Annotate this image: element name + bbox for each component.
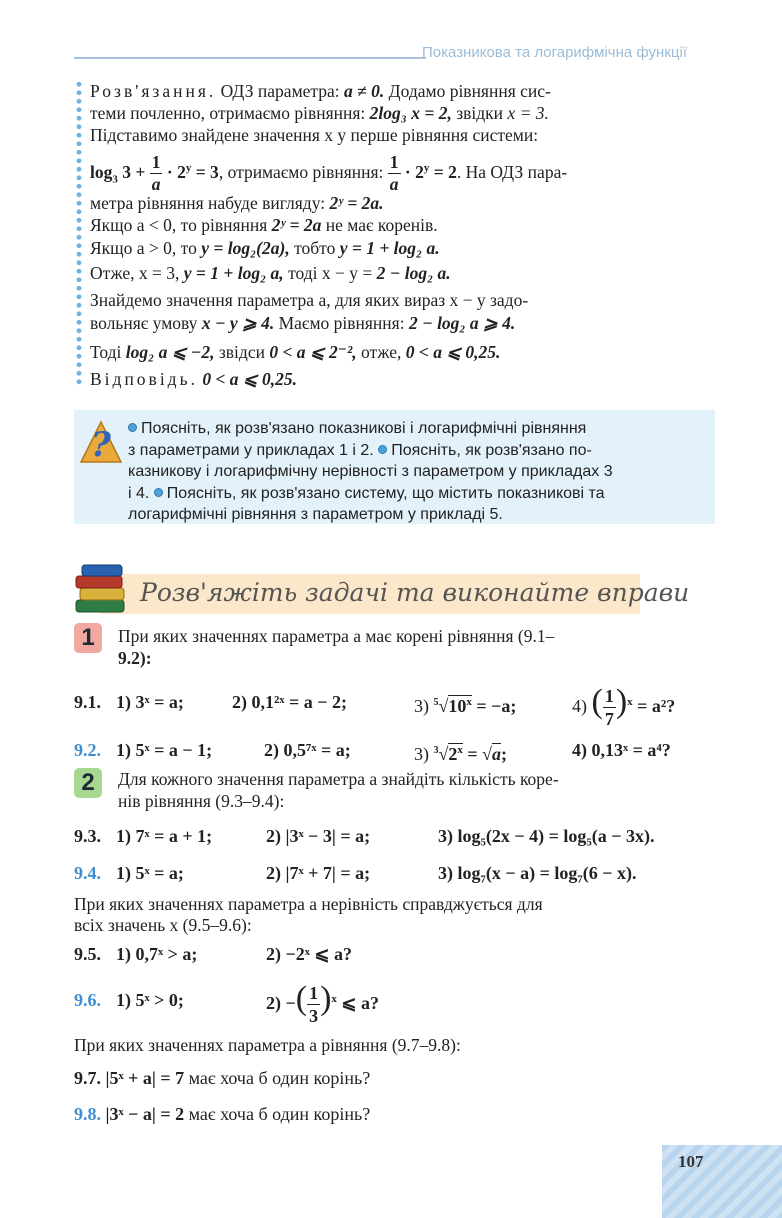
equation-intro: При яких значеннях параметра a рівняння (9.7–9.8): bbox=[74, 1035, 461, 1055]
solution-line-1: Розв'язання. ОДЗ параметра: a ≠ 0. Додамо рівняння сис- bbox=[90, 81, 551, 101]
svg-text:?: ? bbox=[91, 425, 111, 464]
question-text: Поясніть, як розв'язано показникові і логарифмічні рівняння з параметрами у прикладах 1 і 2. Поясніть, як розв'язано по- казникову і логарифмічну нерівності з параметром у прикладах 3 і 4. Поясніть, як розв'язано систему, що містить показникові та логарифмічні рівняння з параметром у прикладі 5. bbox=[128, 420, 613, 523]
solution-line-3: Підставимо знайдене значення x у перше рівняння системи: bbox=[90, 125, 539, 145]
exercise-9-1-part2: 2) 0,1²ˣ = a − 2; bbox=[232, 692, 348, 712]
solution-line-9: Знайдемо значення параметра a, для яких вираз x − y задо- bbox=[90, 290, 529, 310]
exercise-9-3-part2: 2) |3ˣ − 3| = a; bbox=[266, 826, 371, 846]
solution-line-2: теми почленно, отримаємо рівняння: 2log₃ x = 2, звідки x = 3. bbox=[90, 103, 549, 123]
solution-line-12: Відповідь. 0 < a ⩽ 0,25. bbox=[90, 369, 297, 389]
solution-line-4: $\log_3 3$ + $\frac{1}{a}$ · $2^y = 3$, отримаємо рівняння: $\frac{1}{a}$ · $2^y = 2$. На ОДЗ пара- bbox=[90, 151, 568, 195]
books-icon bbox=[72, 560, 130, 616]
solution-line-7: Якщо a > 0, то y = log₂(2a), тобто y = 1 + log₂ a. bbox=[90, 238, 440, 258]
exercise-9-2-part1: 1) 5ˣ = a − 1; bbox=[116, 740, 213, 760]
solution-line-10: вольняє умову x − y ⩾ 4. Маємо рівняння: 2 − log₂ a ⩾ 4. bbox=[90, 313, 516, 333]
inequality-intro-line1: При яких значеннях параметра a нерівність справджується для bbox=[74, 894, 543, 914]
inequality-intro-line2: всіх значень x (9.5–9.6): bbox=[74, 915, 252, 935]
page-number: 107 bbox=[678, 1152, 704, 1171]
section-title: Розв'яжіть задачі та виконайте вправи bbox=[140, 578, 690, 607]
exercise-9-6-part2: 2) −( $\frac{1}{3}$ )$^x$ ⩽ a? bbox=[266, 980, 380, 1027]
solution-line-11: Тоді log₂ a ⩽ −2, звідси 0 < a ⩽ 2⁻², отже, 0 < a ⩽ 0,25. bbox=[90, 342, 501, 362]
level-1-text-line1: При яких значеннях параметра a має корені рівняння (9.1– bbox=[118, 626, 555, 646]
exercise-9-2-num: 9.2. bbox=[74, 740, 101, 760]
exercise-9-3-part3: 3) log₅(2x − 4) = log₅(a − 3x). bbox=[438, 826, 655, 846]
exercise-9-3-part1: 1) 7ˣ = a + 1; bbox=[116, 826, 213, 846]
running-header: Показникова та логарифмічна функції bbox=[422, 44, 687, 61]
solution-label: Розв'язання. bbox=[90, 81, 217, 101]
exercise-9-1-part1: 1) 3ˣ = a; bbox=[116, 692, 184, 712]
level-2-badge: 2 bbox=[74, 768, 102, 798]
header-rule bbox=[74, 57, 426, 59]
exercise-9-5-part2: 2) −2ˣ ⩽ a? bbox=[266, 944, 352, 964]
exercise-9-7-num: 9.7. bbox=[74, 1068, 101, 1088]
level-2-text-line2: нів рівняння (9.3–9.4): bbox=[118, 791, 285, 811]
exercise-9-2-part2: 2) 0,5⁷ˣ = a; bbox=[264, 740, 351, 760]
level-1-badge: 1 bbox=[74, 623, 102, 653]
exercise-9-3-num: 9.3. bbox=[74, 826, 101, 846]
exercise-9-6-num: 9.6. bbox=[74, 990, 101, 1010]
level-2-text-line1: Для кожного значення параметра a знайдіть кількість коре- bbox=[118, 769, 559, 789]
exercise-9-1: 9.1. bbox=[74, 692, 101, 712]
exercise-9-4-part1: 1) 5ˣ = a; bbox=[116, 863, 184, 883]
exercise-9-5-num: 9.5. bbox=[74, 944, 101, 964]
level-1-text-line2: 9.2): bbox=[118, 648, 152, 668]
exercise-9-5-part1: 1) 0,7ˣ > a; bbox=[116, 944, 198, 964]
exercise-9-1-part4: 4) ( $\frac{1}{7}$ )$^x$ = a²? bbox=[572, 683, 676, 730]
exercise-9-8-num: 9.8. bbox=[74, 1104, 101, 1124]
bullet-icon bbox=[378, 445, 387, 454]
exercise-9-2-part4: 4) 0,13ˣ = a⁴? bbox=[572, 740, 671, 760]
answer-label: Відповідь. bbox=[90, 369, 198, 389]
bullet-icon bbox=[154, 488, 163, 497]
exercise-9-7: 9.7. |5ˣ + a| = 7 має хоча б один корінь? bbox=[74, 1068, 371, 1088]
exercise-9-2-part3: 3) $^3√2^x = √a$; bbox=[414, 744, 508, 764]
question-mark-icon bbox=[78, 418, 124, 464]
exercise-9-4-part3: 3) log₇(x − a) = log₇(6 − x). bbox=[438, 863, 637, 883]
exercise-9-1-part3: 3) $^5$√10$^x$ = −a; bbox=[414, 696, 517, 716]
solution-margin-dots bbox=[75, 80, 83, 386]
exercise-9-6-part1: 1) 5ˣ > 0; bbox=[116, 990, 184, 1010]
bullet-icon bbox=[128, 423, 137, 432]
exercise-9-4-part2: 2) |7ˣ + 7| = a; bbox=[266, 863, 371, 883]
solution-line-8: Отже, x = 3, y = 1 + log₂ a, тоді x − y = 2 − log₂ a. bbox=[90, 263, 451, 283]
exercise-9-8: 9.8. |3ˣ − a| = 2 має хоча б один корінь? bbox=[74, 1104, 371, 1124]
solution-line-5: метра рівняння набуде вигляду: 2ʸ = 2a. bbox=[90, 193, 384, 213]
exercise-9-4-num: 9.4. bbox=[74, 863, 101, 883]
solution-line-6: Якщо a < 0, то рівняння 2ʸ = 2a не має коренів. bbox=[90, 215, 438, 235]
